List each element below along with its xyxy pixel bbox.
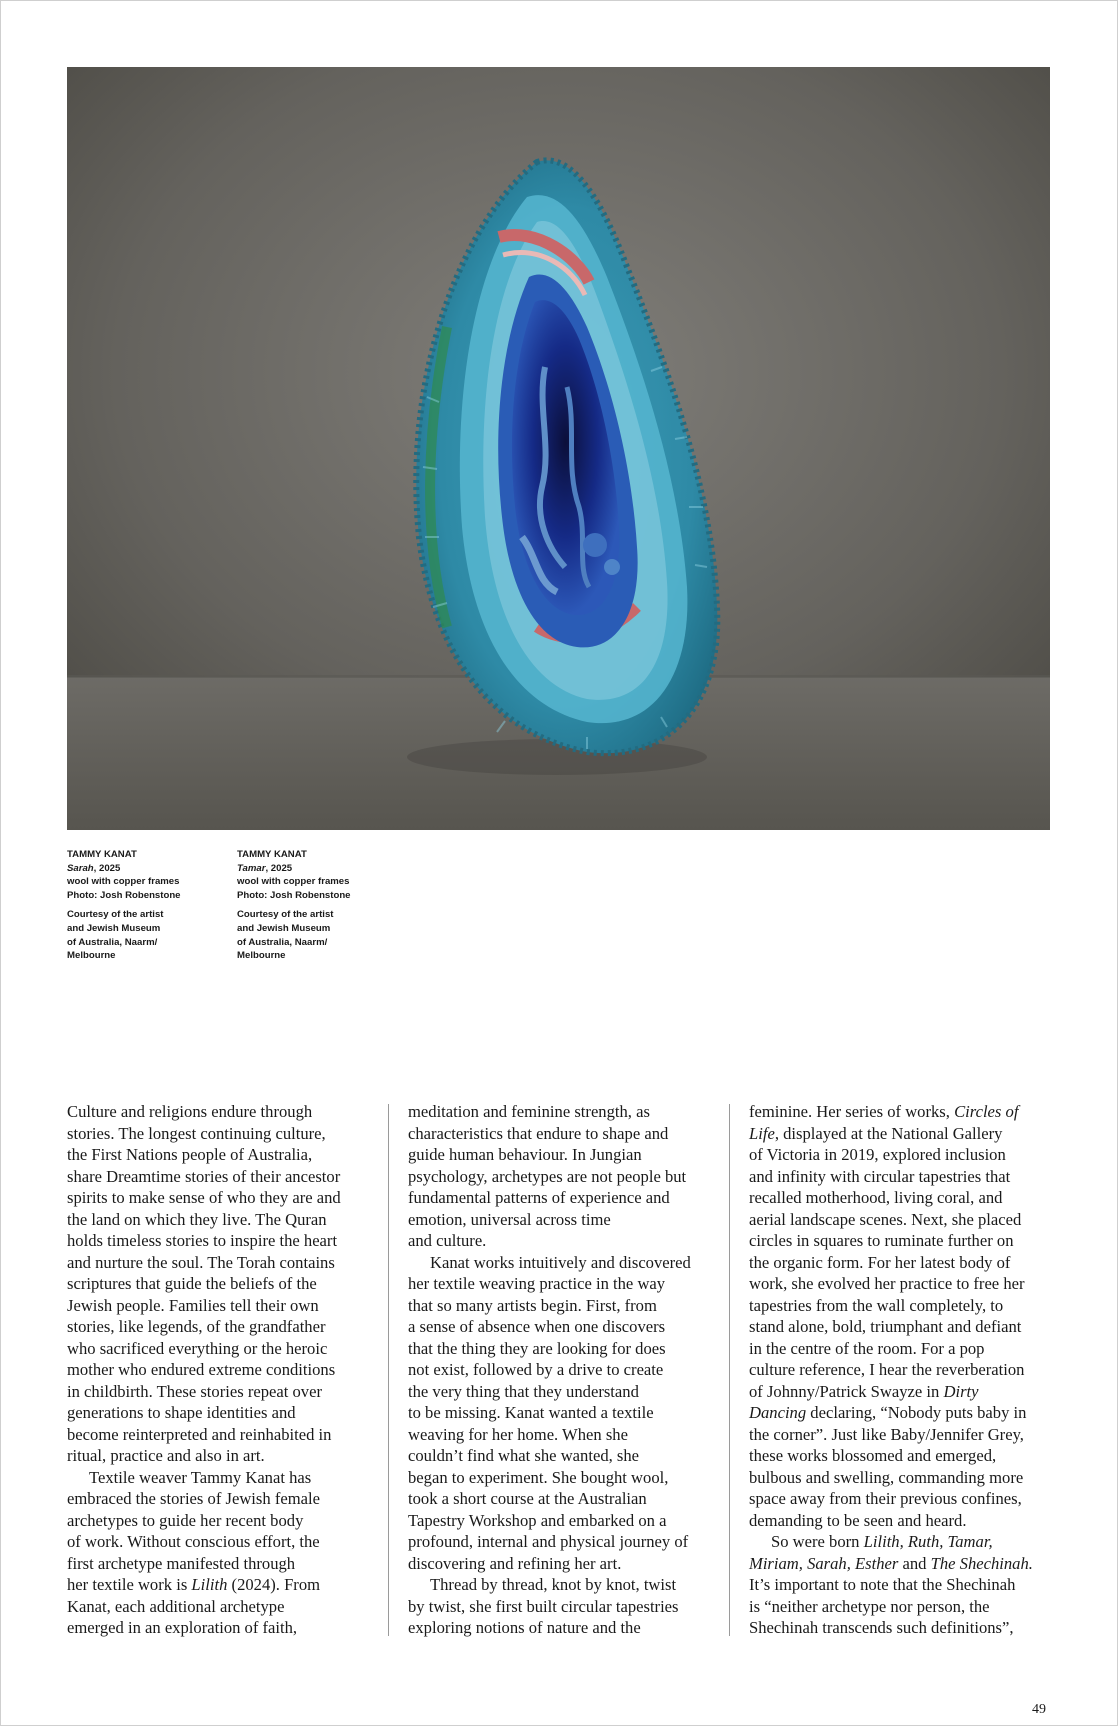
article-column-3 <box>749 1101 1067 1639</box>
text-line: in the centre of the room. For a pop <box>749 1338 985 1358</box>
text-line: Kanat, each additional archetype <box>67 1596 285 1616</box>
text-line: generations to shape identities and <box>67 1403 296 1422</box>
text-run: of Johnny/Patrick Swayze in <box>749 1381 944 1401</box>
text-line: discovering and refining her art. <box>408 1553 622 1573</box>
italic-title: Life <box>749 1123 775 1143</box>
caption-year: , 2025 <box>265 862 293 874</box>
text-line: Textile weaver Tammy Kanat has <box>89 1467 312 1487</box>
text-line <box>749 1101 1067 1123</box>
text-line <box>67 1574 385 1596</box>
text-line: exploring notions of nature and the <box>408 1618 641 1637</box>
caption-artist: TAMMY KANAT <box>67 849 137 860</box>
text-line: It’s important to note that the Shechinah <box>749 1575 1016 1594</box>
text-line: by twist, she first built circular tapestries <box>408 1596 679 1616</box>
text-line: profound, internal and physical journey of <box>408 1532 689 1551</box>
page-number: 49 <box>1032 1702 1046 1717</box>
caption-title-line <box>67 862 227 876</box>
text-line: of work. Without conscious effort, the <box>67 1532 320 1551</box>
text-line: scriptures that guide the beliefs of the <box>67 1274 317 1293</box>
text-line: bulbous and swelling, commanding more <box>749 1467 1024 1487</box>
text-line: emerged in an exploration of faith, <box>67 1618 298 1637</box>
text-line: stories. The longest continuing culture, <box>67 1123 326 1143</box>
text-line: share Dreamtime stories of their ancestor <box>67 1166 341 1186</box>
text-line: aerial landscape scenes. Next, she placed <box>749 1209 1022 1229</box>
text-line: become reinterpreted and reinhabited in <box>67 1424 332 1444</box>
text-line: stories, like legends, of the grandfather <box>67 1317 326 1336</box>
text-line: took a short course at the Australian <box>408 1489 647 1508</box>
text-line: her textile weaving practice in the way <box>408 1274 666 1293</box>
text-line: Thread by thread, knot by knot, twist <box>430 1575 677 1594</box>
text-line: archetypes to guide her recent body <box>67 1510 304 1530</box>
text-line: who sacrificed everything or the heroic <box>67 1338 328 1358</box>
text-line: circles in squares to ruminate further on <box>749 1231 1014 1250</box>
italic-title: The Shechinah. <box>930 1553 1033 1573</box>
text-line: demanding to be seen and heard. <box>749 1510 967 1530</box>
text-line: ritual, practice and also in art. <box>67 1446 265 1465</box>
italic-title: Miriam, Sarah, Esther <box>749 1553 899 1573</box>
text-line: the very thing that they understand <box>408 1381 639 1401</box>
column-divider <box>388 1104 389 1636</box>
text-line: stand alone, bold, triumphant and defiant <box>749 1317 1022 1336</box>
text-line <box>749 1381 1067 1403</box>
text-line <box>749 1531 1067 1553</box>
text-line: recalled motherhood, living coral, and <box>749 1188 1003 1207</box>
text-line: a sense of absence when one discovers <box>408 1317 666 1336</box>
caption-title: Tamar <box>237 862 266 874</box>
italic-title: Lilith <box>191 1575 228 1594</box>
text-line: Culture and religions endure through <box>67 1102 313 1121</box>
column-divider <box>729 1104 730 1636</box>
text-line: began to experiment. She bought wool, <box>408 1467 669 1487</box>
text-line: characteristics that endure to shape and <box>408 1123 669 1143</box>
photo-caption-tamar <box>237 848 397 963</box>
text-line: Jewish people. Families tell their own <box>67 1295 319 1315</box>
caption-courtesy-line: of Australia, Naarm/ <box>67 936 158 948</box>
text-line: of Victoria in 2019, explored inclusion <box>749 1145 1006 1164</box>
artwork-illustration <box>67 67 1050 830</box>
caption-title: Sarah <box>67 862 94 874</box>
text-line: in childbirth. These stories repeat over <box>67 1381 322 1401</box>
text-line: not exist, followed by a drive to create <box>408 1360 664 1379</box>
text-run: So were born <box>771 1532 864 1551</box>
text-line: and infinity with circular tapestries that <box>749 1166 1011 1186</box>
text-line: Shechinah transcends such definitions”, <box>749 1618 1014 1637</box>
text-line: space away from their previous confines, <box>749 1489 1022 1508</box>
text-line: to be missing. Kanat wanted a textile <box>408 1403 654 1422</box>
text-line: spirits to make sense of who they are and <box>67 1188 341 1207</box>
text-line: the First Nations people of Australia, <box>67 1145 313 1164</box>
text-run: (2024). From <box>227 1575 321 1594</box>
caption-photo-credit: Photo: Josh Robenstone <box>67 889 181 901</box>
text-line: the organic form. For her latest body of <box>749 1252 1011 1272</box>
caption-courtesy-line: Melbourne <box>67 950 116 962</box>
text-line: weaving for her home. When she <box>408 1424 628 1444</box>
italic-title: Lilith, Ruth, Tamar, <box>863 1532 993 1551</box>
photo-caption-sarah <box>67 848 227 963</box>
text-line: Kanat works intuitively and discovered <box>430 1252 691 1272</box>
caption-courtesy-line: and Jewish Museum <box>67 922 161 934</box>
text-line: Tapestry Workshop and embarked on a <box>408 1510 667 1530</box>
caption-courtesy-line: Melbourne <box>237 950 286 962</box>
text-line: and nurture the soul. The Torah contains <box>67 1252 335 1272</box>
text-line: holds timeless stories to inspire the heart <box>67 1231 338 1250</box>
text-line: guide human behaviour. In Jungian <box>408 1145 642 1164</box>
text-line: psychology, archetypes are not people but <box>408 1166 687 1186</box>
artwork-photo <box>67 67 1050 830</box>
caption-year: , 2025 <box>93 862 121 874</box>
text-run: , displayed at the National Gallery <box>774 1123 1003 1143</box>
text-run: and <box>898 1553 931 1573</box>
text-line: meditation and feminine strength, as <box>408 1102 650 1121</box>
italic-title: Dirty <box>943 1381 979 1401</box>
caption-medium: wool with copper frames <box>67 876 180 888</box>
text-line <box>749 1402 1067 1424</box>
caption-medium: wool with copper frames <box>237 876 350 888</box>
text-line: the land on which they live. The Quran <box>67 1209 327 1229</box>
text-run: declaring, “Nobody puts baby in <box>806 1403 1027 1422</box>
text-line: tapestries from the wall completely, to <box>749 1295 1004 1315</box>
text-line: emotion, universal across time <box>408 1209 611 1229</box>
caption-courtesy-line: Courtesy of the artist <box>237 909 334 921</box>
text-line: that the thing they are looking for does <box>408 1338 666 1358</box>
text-line: is “neither archetype nor person, the <box>749 1596 990 1616</box>
caption-courtesy-line: Courtesy of the artist <box>67 909 164 921</box>
caption-title-line <box>237 862 397 876</box>
text-line <box>749 1553 1067 1575</box>
caption-courtesy-line: and Jewish Museum <box>237 922 331 934</box>
caption-photo-credit: Photo: Josh Robenstone <box>237 889 351 901</box>
text-run: feminine. Her series of works, <box>749 1102 955 1121</box>
caption-artist: TAMMY KANAT <box>237 849 307 860</box>
text-line: these works blossomed and emerged, <box>749 1446 997 1465</box>
article-column-1 <box>67 1101 385 1639</box>
text-line: work, she evolved her practice to free her <box>749 1274 1025 1293</box>
text-line <box>749 1123 1067 1145</box>
caption-courtesy-line: of Australia, Naarm/ <box>237 936 328 948</box>
text-line: and culture. <box>408 1231 487 1250</box>
italic-title: Dancing <box>749 1403 807 1422</box>
article-column-2 <box>408 1101 726 1639</box>
text-run: her textile work is <box>67 1575 192 1594</box>
text-line: first archetype manifested through <box>67 1553 296 1573</box>
text-line: culture reference, I hear the reverberation <box>749 1360 1025 1379</box>
text-line: fundamental patterns of experience and <box>408 1188 670 1207</box>
text-line: couldn’t find what she wanted, she <box>408 1446 640 1465</box>
italic-title: Circles of <box>954 1102 1019 1121</box>
text-line: that so many artists begin. First, from <box>408 1295 657 1315</box>
text-line: mother who endured extreme conditions <box>67 1360 336 1379</box>
text-line: embraced the stories of Jewish female <box>67 1489 320 1508</box>
text-line: the corner”. Just like Baby/Jennifer Grey, <box>749 1424 1024 1444</box>
